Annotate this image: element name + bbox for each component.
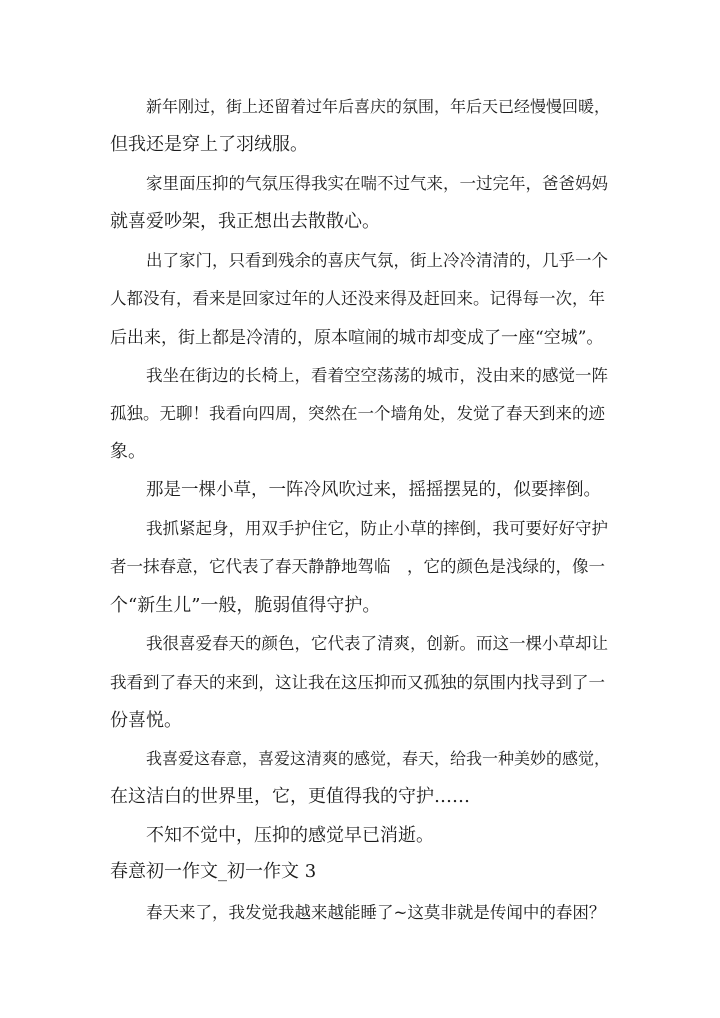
- paragraph-line: 那是一棵小草，一阵冷风吹过来，摇摇摆晃的，似要摔倒。: [146, 480, 601, 500]
- section-heading: 春意初一作文_初一作文 3: [110, 861, 317, 882]
- paragraph-line: 出了家门，只看到残余的喜庆气氛，街上冷冷清清的，几乎一个: [146, 251, 608, 270]
- paragraph-line: 不知不觉中，压抑的感觉早已消逝。: [146, 825, 434, 846]
- paragraph-line: 孤独。无聊！我看向四周，突然在一个墙角处，发觉了春天到来的迹: [110, 404, 605, 423]
- paragraph-line: 我坐在街边的长椅上，看着空空荡荡的城市，没由来的感觉一阵: [146, 366, 608, 385]
- paragraph-line: 后出来，街上都是冷清的，原本喧闹的城市却变成了一座“空城”。: [110, 328, 604, 348]
- paragraph-line: 但我还是穿上了羽绒服。: [110, 134, 308, 155]
- paragraph-line: 个“新生儿”一般，脆弱值得守护。: [110, 595, 381, 616]
- paragraph-line: 我喜爱这春意，喜爱这清爽的感觉，春天，给我一种美妙的感觉，: [146, 749, 611, 768]
- paragraph-line: 我很喜爱春天的颜色，它代表了清爽，创新。而这一棵小草却让: [146, 634, 608, 653]
- paragraph-line: 象。: [110, 441, 146, 462]
- paragraph-line: 家里面压抑的气氛压得我实在喘不过气来，一过完年，爸爸妈妈: [146, 174, 608, 193]
- paragraph-line: 新年刚过，街上还留着过年后喜庆的氛围，年后天已经慢慢回暖，: [146, 97, 611, 116]
- paragraph-line: 份喜悦。: [110, 710, 182, 731]
- paragraph-line: 我看到了春天的来到，这让我在这压抑而又孤独的氛围内找寻到了一: [110, 673, 605, 692]
- paragraph-line: 就喜爱吵架，我正想出去散散心。: [110, 211, 380, 232]
- paragraph-line: 春天来了，我发觉我越来越能睡了~这莫非就是传闻中的春困？: [146, 903, 606, 922]
- paragraph-line: 在这洁白的世界里，它，更值得我的守护……: [110, 786, 470, 807]
- paragraph-line: 我抓紧起身，用双手护住它，防止小草的摔倒，我可要好好守护: [146, 519, 608, 538]
- paragraph-line: 者一抹春意，它代表了春天静静地驾临 ，它的颜色是浅绿的，像一: [110, 557, 605, 576]
- paragraph-line: 人都没有，看来是回家过年的人还没来得及赶回来。记得每一次，年: [110, 289, 605, 308]
